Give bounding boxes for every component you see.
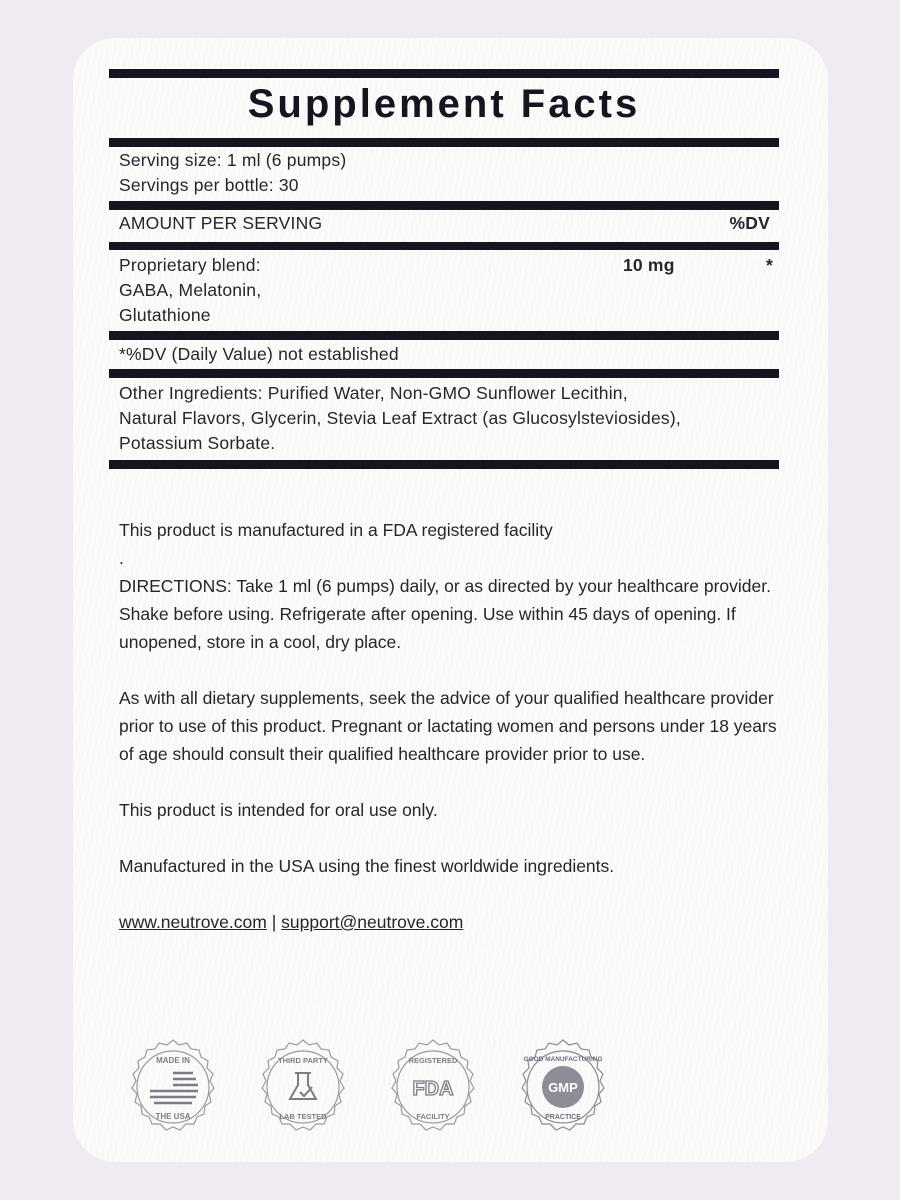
serving-size: Serving size: 1 ml (6 pumps) [119, 150, 347, 170]
amount-per-serving-label: AMOUNT PER SERVING [119, 213, 323, 233]
divider-note [109, 369, 779, 378]
body-text [119, 516, 779, 936]
dv-header: %DV [729, 213, 770, 233]
divider-bottom [109, 460, 779, 469]
fda-registered-badge [378, 1035, 488, 1145]
blend-dv: * [766, 255, 774, 275]
link-separator: | [271, 912, 277, 932]
blend-title: Proprietary blend: [119, 255, 261, 275]
oral-use: This product is intended for oral use only. [119, 800, 438, 820]
blend-amount: 10 mg [623, 255, 675, 275]
dot: . [119, 548, 124, 568]
divider-top [109, 69, 779, 78]
lab-tested-badge [248, 1035, 358, 1145]
badge-bottom-text: PRACTICE [545, 1114, 581, 1121]
badge-bottom-text: THE USA [155, 1112, 191, 1121]
other-ingredients-2: Natural Flavors, Glycerin, Stevia Leaf Extract (as Glucosylsteviosides), [119, 408, 681, 428]
spacer [119, 656, 779, 684]
badge-bottom-text: FACILITY [416, 1112, 450, 1121]
badge-top-text: THIRD PARTY [278, 1056, 328, 1065]
flask-icon [290, 1073, 316, 1099]
page-title: Supplement Facts [247, 82, 641, 126]
servings-per-bottle: Servings per bottle: 30 [119, 175, 299, 195]
divider-blend [109, 331, 779, 340]
facility-statement: This product is manufactured in a FDA registered facility [119, 520, 553, 540]
website-link[interactable]: www.neutrove.com [119, 912, 267, 932]
warning: As with all dietary supplements, seek the advice of your qualified healthcare provider prior to use of this product. Pregnant or lactating women and persons under 18 years of age should consult their qualified healthcare provider prior to use. [119, 688, 777, 764]
spacer [119, 880, 779, 908]
divider-title [109, 138, 779, 147]
dv-note: *%DV (Daily Value) not established [119, 344, 399, 364]
directions: DIRECTIONS: Take 1 ml (6 pumps) daily, or as directed by your healthcare provider. Shake before using. Refrigerate after opening. Use within 45 days of opening. If unopened, store in a cool, dry place. [119, 576, 771, 652]
email-link[interactable]: support@neutrove.com [281, 912, 464, 932]
badge-top-text: MADE IN [156, 1056, 190, 1065]
divider-serving [109, 201, 779, 210]
gmp-text: GMP [548, 1080, 578, 1095]
spacer [119, 768, 779, 796]
divider-amount [109, 242, 779, 250]
contact-links [119, 908, 779, 936]
blend-ingredients-1: GABA, Melatonin, [119, 280, 262, 300]
made-in-usa-badge [118, 1035, 228, 1145]
certification-badges [118, 1035, 618, 1145]
badge-bottom-text: LAB TESTED [279, 1112, 327, 1121]
gmp-badge [508, 1035, 618, 1145]
other-ingredients-1: Other Ingredients: Purified Water, Non-GMO Sunflower Lecithin, [119, 383, 628, 403]
fda-icon: FDA [412, 1078, 454, 1100]
made-in-usa: Manufactured in the USA using the finest worldwide ingredients. [119, 856, 615, 876]
badge-top-text: GOOD MANUFACTURING [523, 1056, 603, 1063]
badge-top-text: REGISTERED [408, 1056, 458, 1065]
usa-flag-icon [150, 1073, 198, 1103]
spacer [119, 824, 779, 852]
other-ingredients-3: Potassium Sorbate. [119, 433, 276, 453]
blend-ingredients-2: Glutathione [119, 305, 211, 325]
